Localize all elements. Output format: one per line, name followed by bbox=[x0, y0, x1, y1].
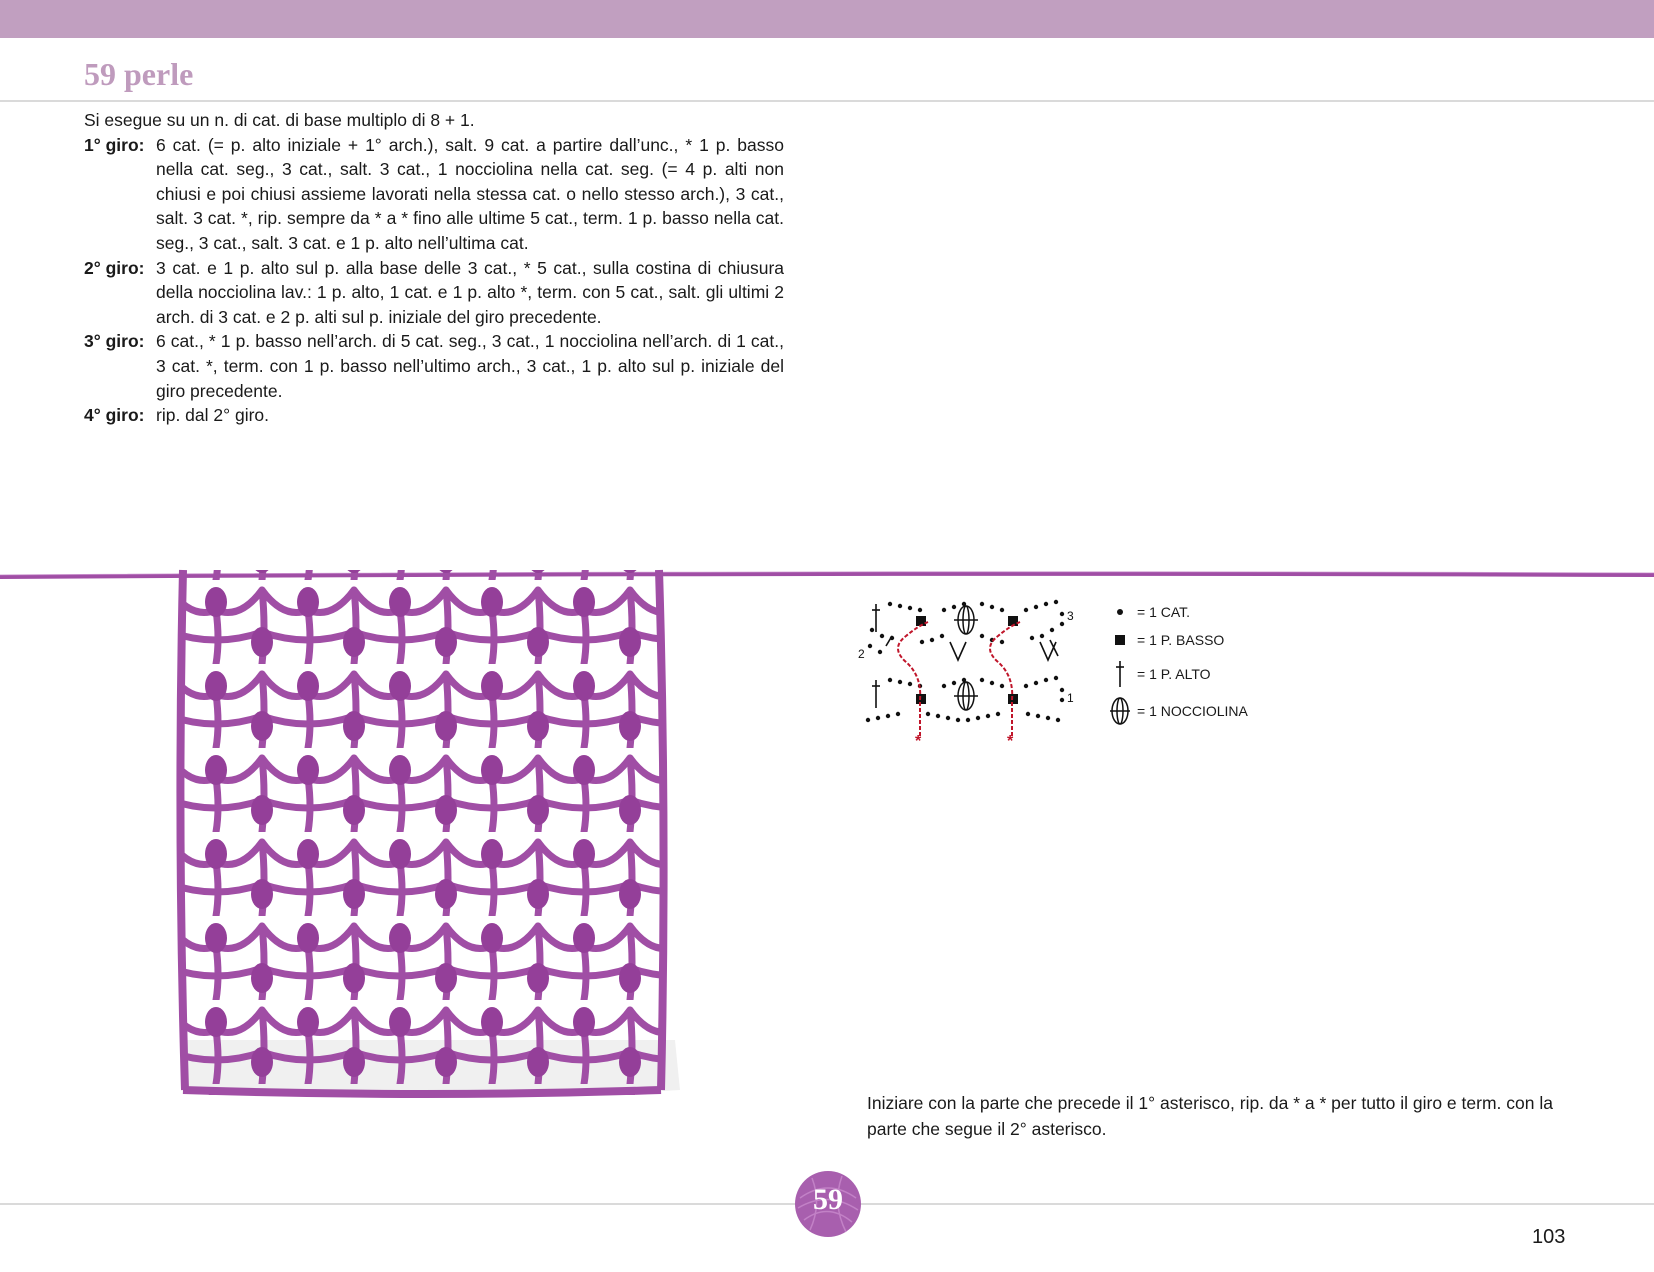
legend-item bbox=[1105, 694, 1335, 728]
pattern-instructions bbox=[84, 108, 784, 428]
double-crochet-icon bbox=[1105, 659, 1135, 689]
instruction-row bbox=[84, 133, 784, 256]
row-label: 2° giro: bbox=[84, 257, 145, 278]
repeat-note: Iniziare con la parte che precede il 1° asterisco, rip. da * a * per tutto il giro e term. con la parte che segue il 2° asterisco. bbox=[867, 1093, 1553, 1139]
row-text: rip. dal 2° giro. bbox=[156, 405, 270, 426]
row-label: 4° giro: bbox=[84, 405, 145, 426]
crochet-swatch-photo bbox=[175, 570, 705, 1130]
pattern-title: 59 perle bbox=[84, 56, 194, 92]
repeat-asterisk: * bbox=[915, 733, 922, 750]
instruction-row bbox=[84, 329, 784, 403]
instructions-intro: Si esegue su un n. di cat. di base multiplo di 8 + 1. bbox=[84, 110, 475, 130]
header-divider bbox=[0, 100, 1654, 102]
single-crochet-square-icon bbox=[1105, 634, 1135, 646]
chart-legend bbox=[1105, 598, 1335, 728]
legend-item bbox=[1105, 598, 1335, 626]
top-color-band bbox=[0, 0, 1654, 38]
pattern-number-badge: 59 bbox=[813, 1183, 843, 1216]
row-text: 6 cat. (= p. alto iniziale + 1° arch.), salt. 9 cat. a partire dall’unc., * 1 p. basso nella cat. seg., 3 cat., salt. 3 cat., 1 nocciolina nella cat. seg. (= 4 p. alti non chiusi e poi chiusi assieme lavorati nella stessa cat. o nello stesso arch.), 3 cat., salt. 3 cat. *, rip. sempre da * a * fino alle ultime 5 cat., term. 1 p. basso nella cat. seg., 3 cat., salt. 3 cat. e 1 p. alto nell’ultima cat. bbox=[156, 134, 784, 253]
legend-label: = 1 CAT. bbox=[1137, 604, 1191, 620]
chart-row-label: 3 bbox=[1067, 609, 1074, 623]
legend-item bbox=[1105, 626, 1335, 654]
chart-row-label: 1 bbox=[1067, 691, 1074, 705]
page-number: 103 bbox=[1532, 1226, 1566, 1248]
instruction-row bbox=[84, 256, 784, 330]
chain-dot-icon bbox=[1105, 607, 1135, 617]
chart-row-label: 2 bbox=[858, 647, 865, 661]
repeat-asterisk: * bbox=[1007, 733, 1014, 750]
legend-label: = 1 P. ALTO bbox=[1137, 666, 1211, 682]
row-label: 1° giro: bbox=[84, 134, 145, 155]
crochet-chart bbox=[858, 596, 1084, 750]
instruction-row bbox=[84, 403, 784, 428]
bobble-stitch-icon bbox=[1105, 696, 1135, 726]
legend-label: = 1 NOCCIOLINA bbox=[1137, 703, 1248, 719]
legend-item bbox=[1105, 654, 1335, 694]
legend-label: = 1 P. BASSO bbox=[1137, 632, 1225, 648]
row-text: 6 cat., * 1 p. basso nell’arch. di 5 cat. seg., 3 cat., 1 nocciolina nell’arch. di 1 cat., 3 cat. *, term. con 1 p. basso nell’ultimo arch., 3 cat., 1 p. alto sul p. iniziale del giro precedente. bbox=[156, 331, 784, 401]
row-text: 3 cat. e 1 p. alto sul p. alla base delle 3 cat., * 5 cat., sulla costina di chiusura della nocciolina lav.: 1 p. alto, 1 cat. e 1 p. alto *, term. con 5 cat., salt. gli ultimi 2 arch. di 3 cat. e 2 p. alti sul p. iniziale del giro precedente. bbox=[156, 257, 784, 327]
row-label: 3° giro: bbox=[84, 331, 145, 352]
